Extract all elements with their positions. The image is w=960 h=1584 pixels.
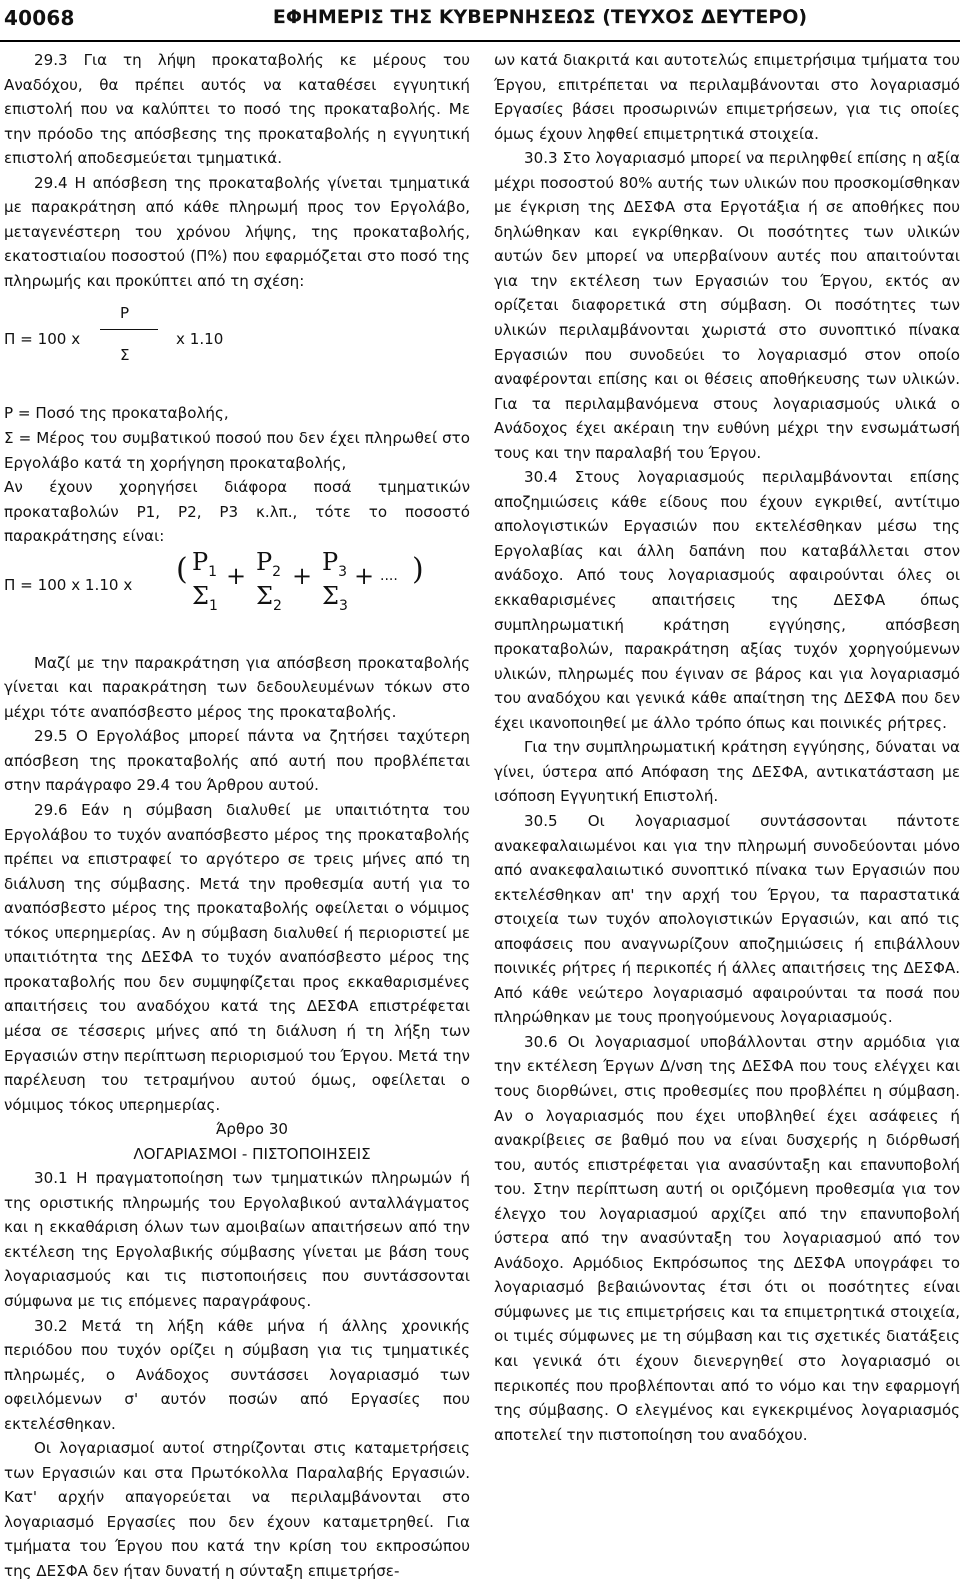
article-number: Άρθρο 30 [215, 1120, 289, 1139]
sigma3-symbol: Σ [322, 581, 339, 610]
formula-denominator: Σ [120, 346, 130, 365]
p2-symbol: P [256, 547, 273, 576]
p3-subscript: 3 [338, 563, 348, 580]
paragraph-29-3: 29.3 Για τη λήψη προκαταβολής κε μέρους του Αναδόχου, θα πρέπει αυτός να καταθέσει εγγυητική επιστολή που να καλύπτει το ποσό της προκαταβολής. Με την πρόοδο της απόσβεσης της προκαταβολής η εγγυητική επιστολή αποδεσμεύεται τμηματικά. [4, 51, 470, 168]
left-column [4, 48, 470, 1580]
legend-sigma: Σ = Μέρος του συμβατικού ποσού που δεν έχει πληρωθεί στο Εργολάβο κατά τη χορήγηση προκαταβολής, [4, 429, 470, 472]
formula-advance-rate [4, 299, 470, 397]
formula-lhs: Π = 100 x [4, 330, 81, 349]
p2-subscript: 2 [272, 563, 282, 580]
sigma1-symbol: Σ [192, 581, 209, 610]
ellipsis: .... [380, 567, 398, 584]
plus-3: + [354, 561, 375, 590]
plus-1: + [226, 561, 247, 590]
paragraph-continuation: ων κατά διακριτά και αυτοτελώς επιμετρήσιμα τμήματα του Έργου, επιτρέπεται να περιλαμβάνονται στο λογαριασμό Εργασίες βάσει προσωρινών επιμετρήσεων, για τις οποίες όμως έχουν ληφθεί επιμετρητικά στοιχεία. [494, 51, 960, 143]
paragraph-30-2: 30.2 Μετά τη λήξη κάθε μήνα ή άλλης χρονικής περιόδου που τυχόν ορίζει η σύμβαση για τις τμηματικές πληρωμές, ο Ανάδοχος συντάσσει λογαριασμό των οφειλόμενων σ' αυτόν ποσών από Εργασίες που εκτελέσθηκαν. [4, 1316, 470, 1433]
close-paren: ) [412, 551, 424, 587]
page-header [0, 0, 960, 42]
paragraph-30-2-continued: Οι λογαριασμοί αυτοί στηρίζονται στις καταμετρήσεις των Εργασιών και στα Πρωτόκολλα Παραλαβής Εργασιών. Κατ' αρχήν απαγορεύεται να περιλαμβάνονται στο λογαριασμό Εργασίες που δεν έχουν καταμετρηθεί. Για τμήματα του Έργου που κατά την κρίση του εκπροσώπου της ΔΕΣΦΑ δεν ήταν δυνατή η σύνταξη επιμετρήσε- [4, 1439, 470, 1580]
paragraph-30-5: 30.5 Οι λογαριασμοί συντάσσονται πάντοτε ανακεφαλαιωμένοι και για την πληρωμή συνοδεύονται μόνο από ανακεφαλαιωτικό συνοπτικό πίνακα των Εργασιών που εκτελέσθηκαν απ' την αρχή του Έργου, τα παραστατικά στοιχεία των τυχόν απολογιστικών Εργασιών, και από τις αποφάσεις που αναγνωρίζουν αποζημιώσεις ή επιβάλλουν ποινικές ρήτρες ή περικοπές ή άλλες απαιτήσεις της ΔΕΣΦΑ. Από κάθε νεώτερο λογαριασμό αφαιρούνται τα ποσά που πληρώθηκαν με τους προηγούμενους λογαριασμούς. [494, 811, 960, 1027]
formula-multiple-advances [4, 549, 470, 639]
paragraph-29-5: 29.5 Ο Εργολάβος μπορεί πάντα να ζητήσει ταχύτερη απόσβεση της προκαταβολής από αυτή που προβλέπεται στην παράγραφο 29.4 του Άρθρου αυτού. [4, 727, 470, 795]
paragraph-guarantee-substitution: Για την συμπληρωματική κράτηση εγγύησης, δύναται να γίνει, ύστερα από Απόφαση της ΔΕΣΦΑ, αντικατάσταση με ισόποση Εγγυητική Επιστολή. [494, 738, 960, 806]
page-number: 40068 [4, 6, 75, 30]
paragraph-interest-withholding: Μαζί με την παρακράτηση για απόσβεση προκαταβολής γίνεται και παρακράτηση των δεδουλευμένων τόκων στο μέχρι τότε αναπόσβεστο μέρος της προκαταβολής. [4, 653, 470, 721]
formula-multiplier: x 1.10 [176, 330, 224, 349]
p1-symbol: P [192, 547, 209, 576]
p1-subscript: 1 [208, 563, 218, 580]
paragraph-30-6: 30.6 Οι λογαριασμοί υποβάλλονται στην αρμόδια για την εκτέλεση Έργων Δ/νση της ΔΕΣΦΑ που τους ελέγχει και τους διορθώνει, στις προθεσμίες που προβλέπει η σύμβαση. Αν ο λογαριασμός που έχει υποβληθεί έχει ασάφειες ή ανακρίβειες σε βαθμό που να είναι δυσχερής η διόρθωσή του, αυτός επιστρέφεται για ανασύνταξη και επανυποβολή του. Στην περίπτωση αυτή οι οριζόμενη προθεσμία για τον έλεγχο του λογαριασμού αρχίζει από την επανυποβολή ύστερα από την ανασύνταξη του λογαριασμού από τον Ανάδοχο. Αρμόδιος Εκπρόσωπος της ΔΕΣΦΑ υπογράφει το λογαριασμό βεβαιώνοντας έτσι ότι οι ποσότητες είναι σύμφωνες με τις επιμετρήσεις και τα επιμετρητικά στοιχεία, οι τιμές σύμφωνες με τη σύμβαση και τις σχετικές διατάξεις και γενικά ότι έχουν διενεργηθεί στο λογαριασμό οι περικοπές που προβλέπονται από το νόμο και την εφαρμογή της σύμβασης. Ο ελεγμένος και εγκεκριμένος λογαριασμός αποτελεί την πιστοποίηση του αναδόχου. [494, 1032, 960, 1444]
legend-p: P = Ποσό της προκαταβολής, [4, 404, 229, 423]
paragraph-29-4: 29.4 Η απόσβεση της προκαταβολής γίνεται τμηματικά με παρακράτηση από κάθε πληρωμή προς τον Εργολάβο, μεταγενέστερη του χρόνου λήψης, της προκαταβολής, εκατοστιαίου ποσοστού (Π%) που εφαρμόζεται στο ποσό της πληρωμής και προκύπτει από τη σχέση: [4, 173, 470, 290]
sigma2-symbol: Σ [256, 581, 273, 610]
article-title: ΛΟΓΑΡΙΑΣΜΟΙ - ΠΙΣΤΟΠΟΙΗΣΕΙΣ [133, 1144, 371, 1163]
paragraph-29-6: 29.6 Εάν η σύμβαση διαλυθεί με υπαιτιότητα του Εργολάβου το τυχόν αναπόσβεστο μέρος της προκαταβολής πρέπει να επιστραφεί το αργότερο σε τρεις μήνες από τη διάλυση της σύμβασης. Μετά την προθεσμία αυτή για το αναπόσβεστο μέρος της προκαταβολής οφείλεται ο νόμιμος τόκος υπερημερίας. Αν η σύμβαση διαλυθεί ή περιοριστεί με υπαιτιότητα της ΔΕΣΦΑ το τυχόν αναπόσβεστο μέρος της προκαταβολής που δεν συμψηφίζεται προς εκκαθαρισμένες απαιτήσεις του αναδόχου κατά της ΔΕΣΦΑ επιστρέφεται μέσα σε τέσσερις μήνες από τη διάλυση ή τη λήξη των Εργασιών στην περίπτωση περιορισμού του Έργου. Μετά την παρέλευση του τετραμήνου αυτού όμως, οφείλεται ο νόμιμος τόκος υπερημερίας. [4, 801, 470, 1114]
paragraph-30-3: 30.3 Στο λογαριασμό μπορεί να περιληφθεί επίσης η αξία μέχρι ποσοστού 80% αυτής των υλικών που προσκομίσθηκαν με έγκριση της ΔΕΣΦΑ στα Εργοτάξια ή σε αποθήκες που δηλώθηκαν και εγκρίθηκαν. Οι ποσότητες των υλικών αυτών δεν μπορεί να υπερβαίνουν αυτές που απαιτούνται για την εκτέλεση των Εργασιών του Έργου, εκτός αν ορίζεται διαφορετικά στη σύμβαση. Οι ποσότητες των υλικών περιλαμβάνονται χωριστά στο συνοπτικό πίνακα Εργασιών που συνοδεύει το λογαριασμό στον οποίο αναφέρονται επίσης και οι θέσεις αποθήκευσης των υλικών. Για τα περιλαμβανόμενα στους λογαριασμούς υλικά ο Ανάδοχος έχει ακέραιη την ευθύνη μέχρι την ενσωμάτωσή τους και την παραλαβή του Έργου. [494, 149, 960, 462]
gazette-title: ΕΦΗΜΕΡΙΣ ΤΗΣ ΚΥΒΕΡΝΗΣΕΩΣ (ΤΕΥΧΟΣ ΔΕΥΤΕΡΟ) [272, 6, 808, 28]
paragraph-30-1: 30.1 Η πραγματοποίηση των τμηματικών πληρωμών ή της οριστικής πληρωμής του Εργολαβικού ανταλλάγματος και η εκκαθάριση όλων των αμοιβαίων απαιτήσεων από την εκτέλεση της Εργολαβικής σύμβασης γίνεται με βάση τους λογαριασμούς και τις πιστοποιήσεις που συντάσσονται σύμφωνα με τις επόμενες παραγράφους. [4, 1169, 470, 1310]
legend-multiple-advances: Αν έχουν χορηγήσει διάφορα ποσά τμηματικών προκαταβολών P1, P2, P3 κ.λπ., τότε το ποσοστό παρακράτησης είναι: [4, 478, 470, 546]
formula-numerator: P [120, 304, 130, 323]
open-paren: ( [176, 551, 188, 587]
fraction-bar [100, 329, 158, 330]
right-column [494, 48, 960, 1444]
p3-symbol: P [322, 547, 339, 576]
formula2-lhs: Π = 100 x 1.10 x [4, 575, 133, 594]
plus-2: + [292, 561, 313, 590]
sigma3-subscript: 3 [338, 597, 348, 614]
sigma2-subscript: 2 [272, 597, 282, 614]
sigma1-subscript: 1 [208, 597, 218, 614]
paragraph-30-4: 30.4 Στους λογαριασμούς περιλαμβάνονται επίσης αποζημιώσεις κάθε είδους που έχουν εγκριθεί, αντίτιμο απολογιστικών Εργασιών που εκτελέσθηκαν μέσω της Εργολαβίας και άλλη δαπάνη που καταβάλλεται στον ανάδοχο. Από τους λογαριασμούς αφαιρούνται όλες οι εκκαθαρισμένες απαιτήσεις της ΔΕΣΦΑ όπως συμπληρωματική κράτηση εγγύησης, απόσβεση προκαταβολών, παρακράτηση αξίας τυχόν χορηγούμενων υλικών, πληρωμές που έγιναν σε βάρος και για λογαριασμό του αναδόχου και γενικά κάθε απαίτηση της ΔΕΣΦΑ που δεν έχει ικανοποιηθεί με άλλο τρόπο όπως και ποινικές ρήτρες. [494, 468, 960, 732]
